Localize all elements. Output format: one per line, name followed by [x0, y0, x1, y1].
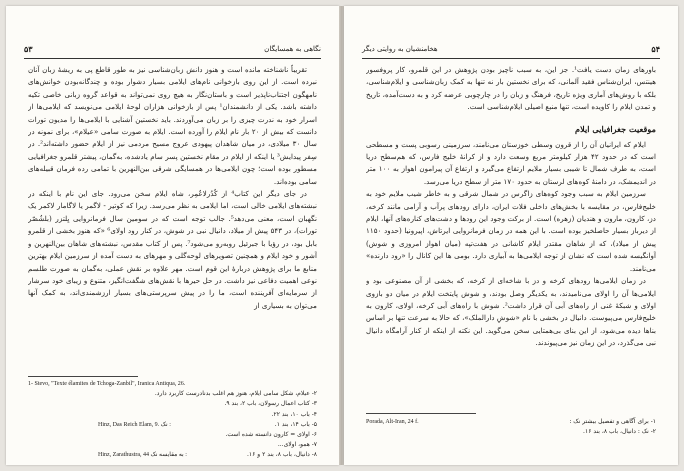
left-page: [6, 6, 339, 465]
footnote-rule: [28, 376, 138, 377]
paragraph: تقریباً ناشناخته مانده است و هنوز دانش زبان‌شناسی نیز به طور قاطع پی به ریشهٔ زبان آنان نبرده است. از این روی بازخوانی نام‌های ایلامی بسیار دشوار بوده و چندگانه‌بودن خوانش‌های نامهگون اجتناب‌ناپذیر است و باستان‌نگار به هیچ روی نمی‌تواند به قواعد گروه زبانی خاصی تکیه داشته باشد. یکی از دانشمندان¹ پس از بازخوانی هزاران لوحهٔ ایلامی می‌نویسد که ایلامی‌ها از اسرار خود به ندرت چیزی را بر زبان می‌آوردند. باید نخستین آشنایی با ایلامی‌ها را مدیون تورات دانست که بیش از ۲۰ بار نام ایلام را آورده است. ایلام به صورت سامی «عیلام»، برای نمونه در سال ۳۰ میلادی، در میان شاهدان پیهودی عروج مسیح مردمی نیز از ایلام حضور داشته‌اند². در سِفر پیدایش³ یا اینکه از ایلام در مقام نخستین پسر سام یادشده، به‌گمان، پیشتر قلمرو جغرافیایی مسطور بوده است؛ چون ایلامی‌ها در همسایگی شرقی بین‌النهرین با تمامی رده فرمان قبیله‌های سامی بوده‌اند.: [28, 65, 317, 186]
left-footnotes: [28, 379, 317, 461]
footnote: ۴- باب ۱۰، بند ۲۲.: [271, 410, 317, 418]
footnote: ۱- برای آگاهی و تفصیل بیشتر نک : Porada, Alt-Iran, 24 f.: [366, 418, 656, 425]
paragraph: سرزمین ایلام به سبب وجود کوه‌های زاگرس در شمال شرقی و به خاطر شیب ملایم خود به خلیج‌فارس، در مقایسه با بخش‌های داخلی فلات ایران، دارای رودهای پرآب و آرامی مانند کرخه، دز، کارون، مارون و هندیان (زهره) است. از برکت وجود این رودها و دشت‌های کناره‌های آنها، ایلام از دیرباز بسیار حاصلخیز بوده است. با این همه در زمان فرمانروایی ایرتاش، اپیرونیا (حدود ۱۱۵۰ پیش از میلاد)، که از شاهان مقتدر ایلام کاشانی در هفت‌تپه (میان اهواز امروزی و شوش) آوانگیسه شده است که نشان از توجه ایلامی‌ها به آبیاری دارد. بومی ها این کانال را «رود دارنده» می‌نامند.: [366, 189, 656, 273]
page-number: ۵۴: [651, 44, 660, 54]
paragraph: ایلام که ایرانیان آن را از قرون وسطی خوزستان می‌نامند، سرزمینی رسوبی پست و مسطحی است که در حدود ۴۲ هزار کیلومتر مربع وسعت دارد و از کرانهٔ خلیج فارس، که هم‌سطح دریا است، به طرف شمال تا شیبی بسیار ملایم ارتفاع می‌گیرد و ارتفاع آن پیرامون اهواز به ۱۰۰ متر در اندیمشک، در دامنهٔ کوه‌های لرستان به حدود ۱۷۰ متر از سطح دریا می‌رسد.: [366, 139, 656, 186]
running-title: نگاهی به همسایگان: [264, 45, 321, 53]
right-page-body: [366, 64, 656, 400]
page-number: ۵۳: [24, 44, 33, 54]
left-page-header: [24, 42, 321, 56]
footnote: ۵- باب ۱۴، بند ۱. Hinz, Das Reich Elam, 9. نک :: [98, 420, 317, 428]
header-rule: [24, 58, 321, 59]
left-page-body: [28, 64, 317, 370]
footnote: ۸- دانیال، باب ۸، بند ۲ و ۱۶. Hinz, Zarathustra, 44 به مقایسه نک :: [98, 451, 317, 459]
footnote-rule: [366, 413, 476, 414]
section-title: موقعیت جغرافیایی ایلام: [575, 123, 656, 134]
right-page: [344, 6, 678, 465]
footnote: ۲- نک : دانیال، باب ۸، بند ۱۶.: [583, 428, 656, 436]
header-rule: [362, 58, 660, 59]
footnote: 1- Stevo, "Texte élamites de Tchoga-Zanbil", Iranica Antiqua, 26.: [28, 381, 186, 387]
footnote: ۶- اولای = کارون دانسته شده است.: [225, 430, 317, 438]
paragraph: در جای دیگر این کتاب⁴ از کُدُرلاعُمِر، شاه ایلام سخن می‌رود. جای این نام با اینکه در نبشته‌های ایلامی خالی است، اما ایلامی به نظر می‌رسد. زیرا که کوتیر - لاگمر یا لاگامار لاکمر یک نگهبان است، معنی می‌دهد⁵. جالب توجه است که در سومین سال فرمانروایی یِلتزر (بلشُصّر تورات)، در ۵۴۳ پیش از میلاد، دانیال نبی در شوش، در کنار رود اولای⁶ «که هنوز بخشی از قلمرو بابل بود، در رؤیا با جبرئیل روبه‌رو می‌شود⁷. پس از کتاب مقدس، نبشته‌های شاهان بین‌النهرین و آشور و خود ایلام و همچنین تصویرهای لوحه‌گلی و مهرهای به دست آمده از سرزمین ایلام بهترین منابع ما برای پژوهش دربارهٔ این قوم است. مهر علاوه بر نقش عملی، به‌گمان به صورت طلسم نوعی اهمیت دفاعی نیز داشت. در حل حیرها با نقش‌های شگفت‌انگیز، متنوع و زیبای خود سرشار از سرمایه‌ای آفریننده است، ما را در پیش سرپرستی‌های بسیار ارزشمندی‌اند، به کمک آنها می‌توان به بسیاری از: [28, 189, 317, 310]
footnote: ۲- عیلام، شکل سامی ایلام، هنوز هم اغلب بدنادرست کاربرد دارد.: [154, 390, 317, 398]
right-footnotes: [366, 417, 656, 437]
running-title: هخامنشیان به روایتی دیگر: [362, 45, 438, 53]
right-page-header: [362, 42, 660, 56]
footnote: ۳- کتاب اعمال رسولان، باب ۲، بند ۹.: [224, 400, 317, 408]
footnote: ۷- همو، اولای...: [277, 441, 317, 449]
paragraph: باورهای زمان دست یافت¹. جز این، به سبب ناچیز بودن پژوهش در این قلمرو، کار پروفسور هینتس، ایران‌شناس فقید آلمانی، که برای نخستین بار نه تنها به کمک زبان‌شناسی و ایلام‌شناسی، بلکه با روش‌های آماری ویژه تاریخ، فرهنگ و زبان را در چارچوبی عرضه کرد و به دست‌آمده، تاریخ و تمدن ایلام را کاویده است، تنها منبع اصیلی ایلام‌شناسی است.: [366, 65, 656, 112]
paragraph: در زمان ایلامی‌ها رودهای کرخه و دز با شاخه‌ای از کرخه، که بخشی از آن مصنوعی بود و ایلامی‌ها آن را اولای می‌نامیدند، به یکدیگر وصل بودند، و شوش پایتخت ایلام در میان دو بازوی اولای و شبکهٔ غنی از راه‌های آبی آن قرار داشت². شوش با راه‌های آبی کرخه، اولای، کارون به خلیج‌فارس می‌پیوست. دانیال در بخشی با نام «شوشِ دارالملک»، که حالا به سرعت تنها بر اساس بناها دیده می‌شود، از این بنای بی‌همتایی سخن می‌گوید. این نکته از اینکه از کنار آرامگاه دانیال نبی می‌گذرد، در این زمان نیز می‌پیوندند.: [366, 276, 656, 348]
